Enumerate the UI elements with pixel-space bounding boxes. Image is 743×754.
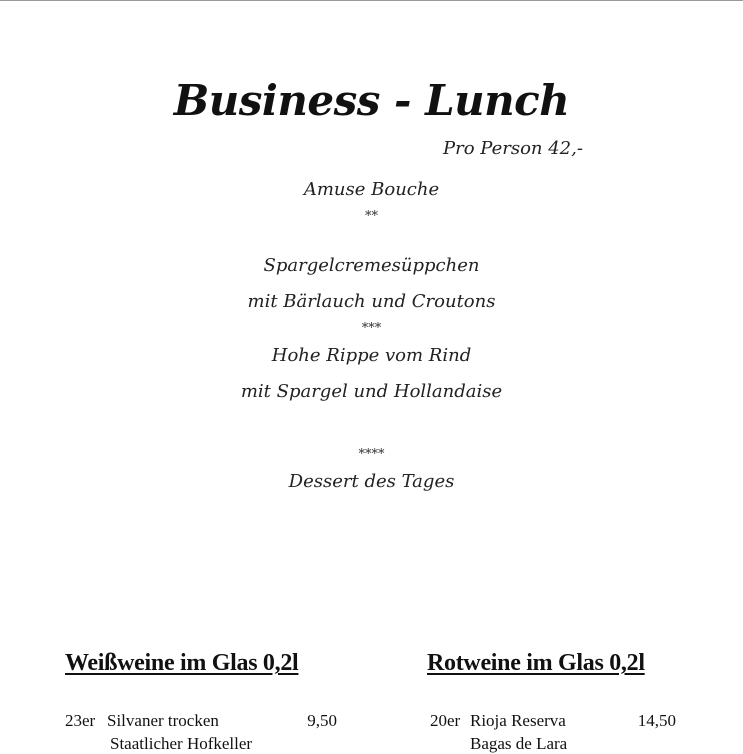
- course-soup-detail: mit Bärlauch und Croutons: [247, 291, 496, 312]
- menu-courses: [0, 172, 743, 500]
- course-amuse-bouche: Amuse Bouche: [303, 179, 440, 200]
- wine-name: Rioja Reserva: [470, 711, 566, 730]
- wine-producer: Staatlicher Hofkeller: [110, 734, 253, 753]
- wine-year: 20er: [430, 711, 461, 730]
- course-dessert: Dessert des Tages: [288, 471, 455, 492]
- course-separator: **: [365, 209, 378, 224]
- price-per-person: Pro Person 42,-: [443, 138, 583, 159]
- course-separator: ****: [358, 447, 385, 462]
- course-soup-title: Spargelcremesüppchen: [263, 255, 480, 276]
- course-main-title: Hohe Rippe vom Rind: [271, 345, 472, 366]
- course-separator: ***: [361, 321, 382, 336]
- wine-price: 14,50: [637, 711, 676, 730]
- top-border-line: [0, 0, 743, 1]
- wine-price: 9,50: [307, 711, 337, 730]
- wine-producer: Bagas de Lara: [470, 734, 568, 753]
- red-wines-heading: Rotweine im Glas 0,2l: [427, 650, 645, 676]
- wine-year: 23er: [65, 711, 96, 730]
- wine-name: Silvaner trocken: [107, 711, 219, 730]
- white-wines-heading: Weißweine im Glas 0,2l: [65, 650, 299, 676]
- spacer: [0, 410, 743, 446]
- spacer: [0, 226, 743, 248]
- menu-title: Business - Lunch: [173, 76, 570, 125]
- course-main-detail: mit Spargel und Hollandaise: [240, 381, 503, 402]
